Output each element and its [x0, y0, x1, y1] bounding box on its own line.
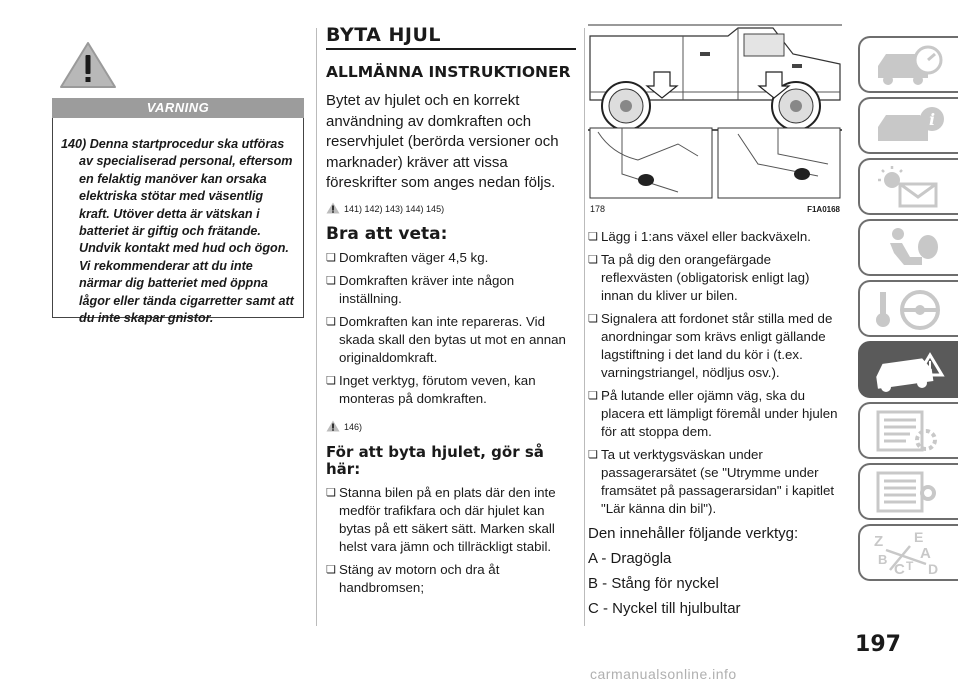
- tab-index[interactable]: [858, 524, 958, 581]
- page-number: 197: [855, 632, 901, 657]
- warning-column: [52, 40, 304, 326]
- tab-safety[interactable]: [858, 219, 958, 276]
- column-divider-2: [584, 28, 585, 626]
- right-column: [588, 24, 842, 623]
- vehicle-figure: [588, 24, 842, 214]
- list-item: ❏ På lutande eller ojämn väg, ska du placera ett lämpligt föremål under hjulen för att stoppa dem.: [588, 387, 842, 441]
- steps-list: [588, 228, 842, 518]
- vehicle-illustration: [588, 24, 842, 204]
- intro-paragraph: Bytet av hjulet och en korrekt användning av domkraften och reservhjulet (berörda versioner och marknader) kräver att vissa föreskrifter som anges nedan följs.: [326, 92, 559, 191]
- warning-triangle-icon: [326, 420, 340, 432]
- list-item: ❏ Stäng av motorn och dra åt handbromsen;: [326, 561, 576, 597]
- warning-title: VARNING: [52, 98, 304, 118]
- column-divider-1: [316, 28, 317, 626]
- reference-numbers: 141) 142) 143) 144) 145): [344, 203, 445, 214]
- list-item: ❏ Domkraften kan inte repareras. Vid skada skall den bytas ut mot en annan originaldomkraft.: [326, 313, 576, 367]
- reference-row-1: [326, 202, 576, 214]
- tab-info[interactable]: [858, 97, 958, 154]
- main-column: [326, 24, 576, 602]
- index-letter: Z: [874, 533, 884, 550]
- tab-servicing-maintenance[interactable]: [858, 402, 958, 459]
- figure-code: F1A0168: [807, 205, 840, 214]
- index-letter: E: [914, 530, 924, 545]
- seat-airbag-icon: [870, 225, 950, 271]
- section-subtitle: ALLMÄNNA INSTRUKTIONER: [326, 63, 571, 81]
- warning-text: 140) Denna startprocedur ska utföras av specialiserad personal, eftersom en felaktig manöver kan orsaka elektriska stötar med väsentlig kraft. Utöver detta är vätskan i batteriet är giftig och frätande. Undvik kontakt med hud och ögon. Vi rekommenderar att du inte närmar dig batteriet med öppna lågor eller tända cigarretter samt att du inte skapar gnistor.: [61, 137, 294, 326]
- heading-good-to-know: Bra att veta:: [326, 223, 448, 244]
- reference-numbers: 146): [344, 421, 363, 432]
- tools-intro: Den innehåller följande verktyg:: [588, 525, 799, 542]
- index-letter: T: [906, 559, 914, 573]
- warning-box: [52, 118, 304, 326]
- list-item: ❏ Stanna bilen på en plats där den inte medför trafikfara och där hjulet kan bytas på ett säkert sätt. Marken skall helst vara jämn och tillräckligt stabil.: [326, 484, 576, 556]
- index-letter: A: [920, 545, 931, 562]
- list-item: ❏ Ta ut verktygsväskan under passagerarsätet (se "Utrymme under framsätet på passagerarsidan" i kapitlet "Lär känna din bil").: [588, 446, 842, 518]
- section-title: BYTA HJUL: [326, 24, 576, 50]
- heading-steps: För att byta hjulet, gör så här:: [326, 442, 544, 478]
- key-steering-wheel-icon: [870, 286, 950, 332]
- list-item: ❏ Ta på dig den orangefärgade reflexvästen (obligatorisk enligt lag) innan du kliver ur bilen.: [588, 251, 842, 305]
- figure-number: 178: [590, 204, 606, 214]
- list-item: ❏ Domkraften väger 4,5 kg.: [326, 249, 576, 267]
- index-letter: D: [928, 561, 939, 576]
- tool-item: B - Stång för nyckel: [588, 575, 719, 592]
- watermark: carmanualsonline.info: [590, 666, 737, 682]
- tab-knowing-the-vehicle[interactable]: [858, 36, 958, 93]
- list-item: ❏ Lägg i 1:ans växel eller backväxeln.: [588, 228, 842, 246]
- alphabetical-index-icon: [870, 530, 950, 576]
- tab-in-an-emergency[interactable]: [858, 341, 958, 398]
- tool-item: C - Nyckel till hjulbultar: [588, 600, 741, 617]
- car-info-icon: [870, 103, 950, 149]
- warning-light-envelope-icon: [870, 164, 950, 210]
- reference-row-2: [326, 420, 576, 432]
- svg-text:i: i: [928, 110, 936, 129]
- car-gauge-icon: [870, 42, 950, 88]
- list-item: ❏ Domkraften kräver inte någon inställning.: [326, 272, 576, 308]
- list-item: ❏ Signalera att fordonet står stilla med de anordningar som krävs enligt gällande lagstiftning i det land du kör i (t.ex. varningstriangel, nödljus osv.).: [588, 310, 842, 382]
- maintenance-list-icon: [870, 408, 950, 454]
- warning-triangle-icon: [326, 202, 340, 214]
- chapter-tabs: [858, 36, 960, 585]
- index-letter: C: [894, 561, 905, 576]
- tab-warning-lights[interactable]: [858, 158, 958, 215]
- tool-item: A - Dragögla: [588, 550, 672, 567]
- tab-technical-data[interactable]: [858, 463, 958, 520]
- breakdown-car-icon: [870, 347, 950, 393]
- index-letter: B: [878, 552, 888, 567]
- technical-data-icon: [870, 469, 950, 515]
- list-item: ❏ Inget verktyg, förutom veven, kan monteras på domkraften.: [326, 372, 576, 408]
- warning-triangle-icon: [58, 40, 118, 90]
- tab-starting-driving[interactable]: [858, 280, 958, 337]
